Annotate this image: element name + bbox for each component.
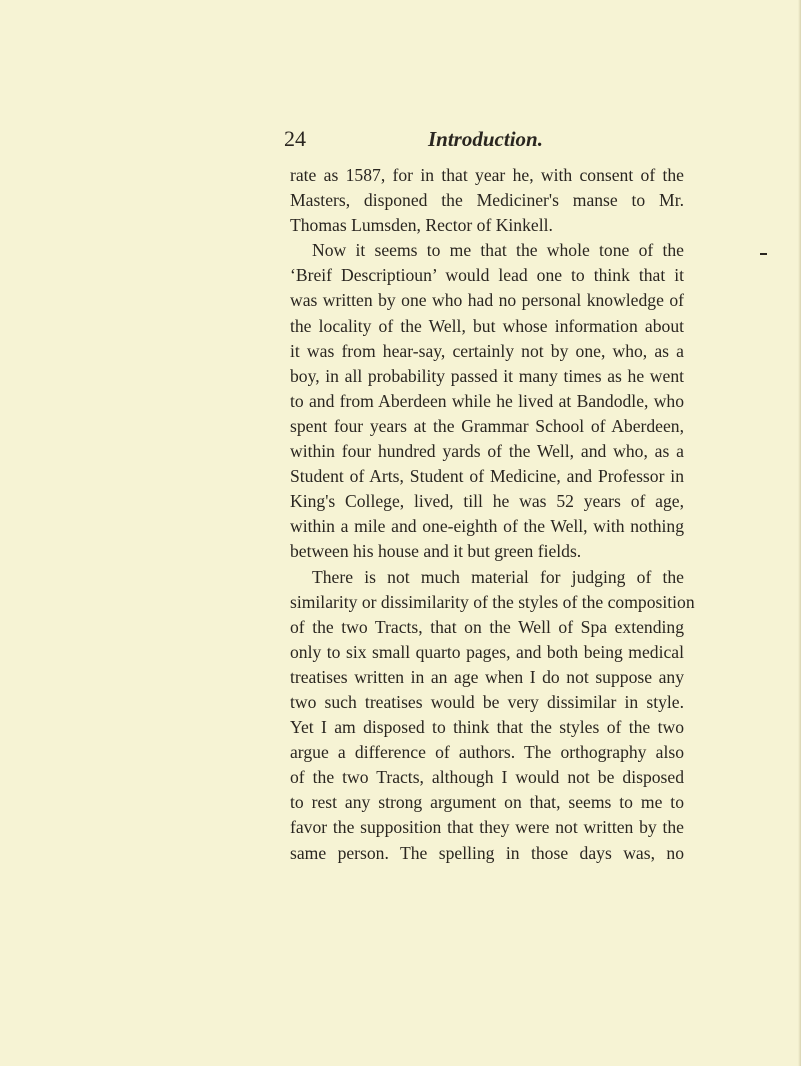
- body-text: [290, 163, 695, 866]
- text-line: treatises written in an age when I do not suppose any: [290, 666, 684, 687]
- text-line: Yet I am disposed to think that the styles of the two: [290, 717, 684, 738]
- text-line: boy, in all probability passed it many times as he went: [290, 365, 684, 386]
- page-number: 24: [284, 126, 306, 151]
- text-line: There is not much material for judging of the: [312, 566, 684, 587]
- text-line: Masters, disponed the Mediciner's manse to Mr.: [290, 190, 684, 211]
- text-line: spent four years at the Grammar School of Aberdeen,: [290, 415, 684, 436]
- text-line: it was from hear-say, certainly not by one, who, as a: [290, 340, 684, 361]
- text-line: of the two Tracts, although I would not be disposed: [290, 767, 684, 788]
- text-line: argue a difference of authors. The orthography also: [290, 742, 684, 763]
- text-line: ‘Breif Descriptioun’ would lead one to think that it: [290, 265, 684, 286]
- text-line: to and from Aberdeen while he lived at Bandodle, who: [290, 390, 684, 411]
- text-line: similarity or dissimilarity of the styles of the composition: [290, 591, 695, 612]
- text-line: the locality of the Well, but whose information about: [290, 315, 684, 336]
- text-line: two such treatises would be very dissimilar in style.: [290, 691, 684, 712]
- text-line: King's College, lived, till he was 52 years of age,: [290, 491, 684, 512]
- text-line: between his house and it but green fields.: [290, 541, 582, 562]
- text-line: within a mile and one-eighth of the Well, with nothing: [290, 516, 684, 537]
- text-line: within four hundred yards of the Well, and who, as a: [290, 441, 684, 462]
- text-line: of the two Tracts, that on the Well of Spa extending: [290, 616, 684, 637]
- text-line: was written by one who had no personal knowledge of: [290, 290, 684, 311]
- text-line: favor the supposition that they were not written by the: [290, 817, 684, 838]
- text-line: rate as 1587, for in that year he, with consent of the: [290, 165, 684, 185]
- text-line: to rest any strong argument on that, seems to me to: [290, 792, 684, 813]
- page-header: [0, 124, 801, 154]
- text-line: same person. The spelling in those days was, no: [290, 842, 684, 863]
- text-line: Thomas Lumsden, Rector of Kinkell.: [290, 215, 553, 236]
- margin-mark: [760, 253, 767, 255]
- text-line: Now it seems to me that the whole tone of the: [312, 240, 684, 261]
- running-title: Introduction.: [428, 127, 543, 151]
- text-line: Student of Arts, Student of Medicine, and Professor in: [290, 466, 684, 487]
- text-line: only to six small quarto pages, and both being medical: [290, 641, 684, 662]
